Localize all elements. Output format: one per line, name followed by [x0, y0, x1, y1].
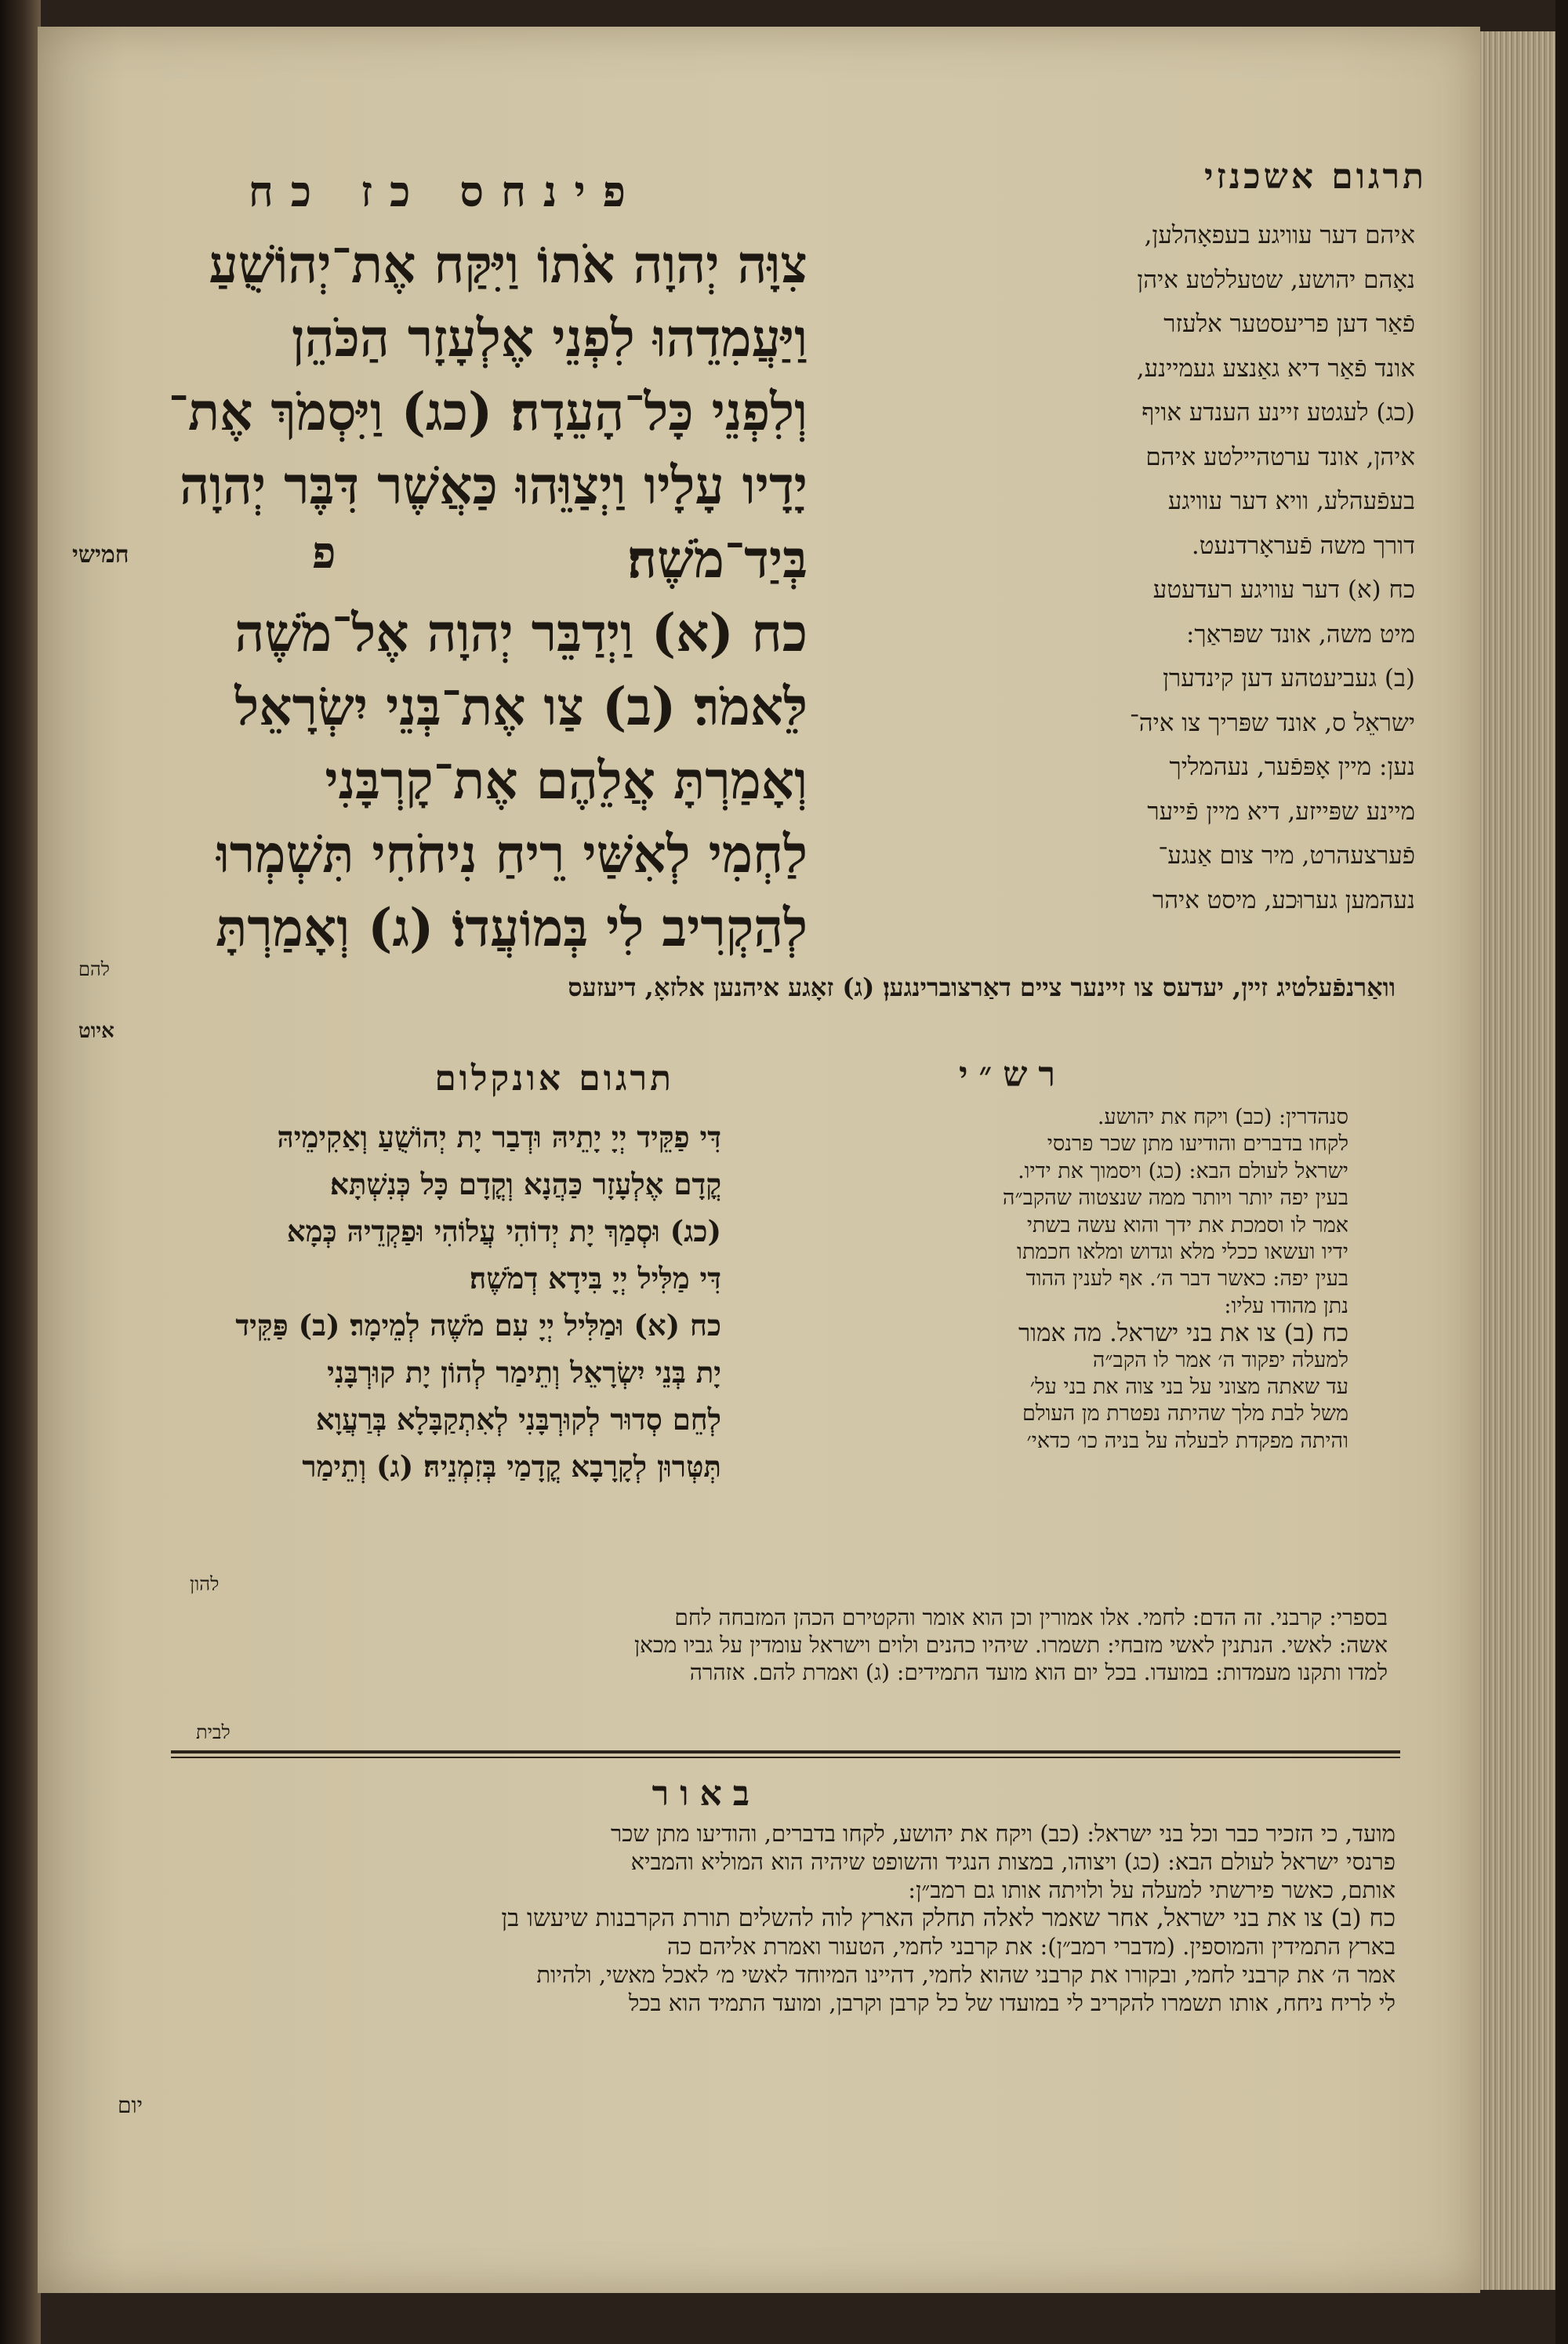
rashi-line: והיתה מפקדת לבעלה על בניה כו׳ כדאי׳: [1026, 1428, 1348, 1453]
rashi-continuation: [188, 1604, 1388, 1686]
yiddish-line: נען: מיין אָפּפֿער, נעהמליך: [1169, 753, 1415, 781]
yiddish-line: ישראֵל ס, אונד שפּריך צו איה־: [1129, 708, 1415, 737]
rashi-column: [721, 1104, 1348, 1455]
rashi-line: משל לבת מלך שהיתה נפטרת מן העולם: [1022, 1401, 1348, 1426]
rashi-line: ידיו ועשאו ככלי מלא וגדוש ומלאו חכמתו: [1017, 1240, 1348, 1265]
yiddish-line: מיינע שפּייזע, דיא מיין פֿייער: [1147, 797, 1415, 826]
yiddish-line: פֿערצעהרט, מיר צום אַנגע־: [1158, 841, 1415, 870]
onkelos-line: יָת בְּנֵי יִשְׂרָאֵל וְתֵימַר לְהוֹן יָת קוּרְבָּנִי: [327, 1355, 721, 1390]
rashi-line: בספרי: קרבני. זה הדם: לחמי. אלו אמורין וכן הוא אומר והקטירם הכהן המזבחה לחם: [674, 1604, 1388, 1630]
yiddish-line: (כג) לעגטע זיינע הענדע אויף: [1142, 398, 1415, 427]
biur-catchword: יום: [118, 2092, 143, 2118]
rashi-line: בעין יפה יותר ויותר ממה שנצטוה שהקב״ה: [1002, 1186, 1348, 1211]
parsha-marker: פ: [312, 527, 336, 579]
onkelos-catchword: להון: [190, 1573, 220, 1595]
scripture-line: וַיַּעֲמִדֵהוּ לִפְנֵי אֶלְעָזָר הַכֹּהֵן: [291, 307, 808, 369]
rashi-line: לקחו בדברים והודיעו מתן שכר פרנסי: [1047, 1132, 1348, 1157]
biur-line: מועד, כי הזכיר כבר וכל בני ישראל: (כב) ויקח את יהושע, לקחו בדברים, והודיעו מתן שכר: [610, 1820, 1396, 1847]
yiddish-wide-line: וואַרנפֿעלטיג זיין, יעדעס צו זיינער ציים דאַרצוברינגען׃ (ג) זאָגע איהנען אלזאָ, דיעזעס: [568, 972, 1396, 1002]
onkelos-line: דִּי מַלִּיל יְיָ בִּידָא דְמֹשֶׁה׃: [470, 1261, 721, 1296]
rashi-header: רש״י: [958, 1055, 1066, 1095]
rashi-line: אמר לו וסמכת את ידך והוא עשה בשתי: [1026, 1212, 1348, 1237]
rashi-line: כח (ב) צו את בני ישראל. מה אמור: [1018, 1319, 1348, 1348]
scripture-line: לֵּאמֹר׃ (ב) צַו אֶת־בְּנֵי יִשְׂרָאֵל: [234, 676, 808, 737]
onkelos-header: תרגום אונקלום: [434, 1059, 674, 1099]
book-gutter: [0, 0, 41, 2344]
scripture-block: [63, 227, 808, 965]
biur-line: בארץ התמידין והמוספין. (מדברי רמב״ן): את קרבני לחמי, הטעור ואמרת אליהם כה: [666, 1933, 1396, 1960]
yiddish-line: נעהמען גערוּכע, מיסט איהר: [1152, 885, 1415, 914]
divider-rule: [171, 1750, 1400, 1753]
targum-ashkenazi-column: [808, 213, 1415, 922]
biur-header: באור: [652, 1774, 760, 1814]
edge-shadow: [1555, 0, 1568, 2344]
aliyah-marker: חמישי: [72, 541, 129, 569]
onkelos-line: (כג) וּסְמַךְ יָת יְדוֹהִי עֲלוֹהִי וּפַקְדֵיהּ כְּמָא: [286, 1214, 721, 1248]
yiddish-line: כח (א) דער עוויגע רעדעטע: [1152, 576, 1415, 604]
scripture-line: צִוָּה יְהוָה אֹתוֹ וַיִּקַּח אֶת־יְהוֹשֻׁעַ: [209, 234, 808, 295]
scripture-line: וְאָמַרְתָּ אֲלֵהֶם אֶת־קָרְבָּנִי: [325, 750, 808, 811]
yiddish-line: בעפֿעהלע, וויא דער עוויגע: [1167, 487, 1415, 515]
onkelos-line: דִּי פַקֵּיד יְיָ יָתֵיהּ וּדְבַר יָת יְהוֹשֻׁעַ וְאַקִימֵיהּ: [277, 1120, 721, 1154]
onkelos-line: לְחֵם סְדוּר לְקוּרְבָּנִי לְאִתְקַבָּלָא בְּרַעֲוָא: [315, 1402, 721, 1437]
yiddish-line: (ב) געביעטהע דען קינדערן: [1163, 664, 1415, 692]
yiddish-line: מיט משה, אונד שפּראַך:: [1185, 620, 1415, 649]
onkelos-line: קֳדָם אֶלְעָזָר כַּהֲנָא וְקֳדָם כָּל כְּנִשְׁתָּא׃: [330, 1167, 721, 1201]
rashi-line: ישראל לעולם הבא: (כג) ויסמוך את ידיו.: [1018, 1158, 1348, 1183]
yiddish-line: אונד פֿאַר דיא גאַנצע געמיינע,: [1136, 354, 1415, 383]
yiddish-line: איהן, אונד ערטהיילטע איהם: [1145, 442, 1415, 471]
rashi-line: סנהדרין: (כב) ויקח את יהושע.: [1097, 1105, 1348, 1129]
divider-rule: [171, 1757, 1400, 1758]
main-header: פינחס כז כח: [248, 166, 643, 216]
rashi-catchword: לבית: [196, 1721, 230, 1743]
yiddish-line: איהם דער עוויגע בעפאָהלען,: [1144, 221, 1415, 249]
yiddish-catchword: איוט: [78, 1019, 114, 1043]
scripture-line: כח (א) וַיְדַבֵּר יְהוָה אֶל־מֹשֶׁה: [234, 602, 808, 663]
rashi-line: אשה: לאשי. הנתנין לאשי מזבחי: תשמרו. שיהיו כהנים ולוים וישראל עומדין על גביו מכאן: [633, 1632, 1388, 1658]
yiddish-catchword: להם: [78, 958, 111, 980]
scripture-line: לַחְמִי לְאִשַּׁי רֵיחַ נִיחֹחִי תִּשְׁמְרוּ: [216, 823, 808, 885]
scripture-line: וְלִפְנֵי כָּל־הָעֵדָה׃ (כג) וַיִּסְמֹךְ אֶת־: [168, 381, 808, 442]
onkelos-column: [47, 1114, 721, 1490]
onkelos-line: תְּטְּרוּן לְקָרָבָא קֳדָמַי בְּזִמְנֵיהּ׃ (ג) וְתֵימַר: [302, 1449, 721, 1484]
yiddish-line: פֿאַר דען פריעסטער אלעזר: [1163, 310, 1415, 338]
biur-line: אותם, כאשר פירשתי למעלה על ולויתה אותו גם רמב״ן:: [908, 1877, 1396, 1903]
rashi-line: למדו ותקנו מעמדות: במועדו. בכל יום הוא מועד התמידים: (ג) ואמרת להם. אזהרה: [689, 1659, 1388, 1685]
targum-ashkenazi-header: תרגום אשכנזי: [1203, 157, 1427, 197]
biur-line: כח (ב) צו את בני ישראל, אחר שאמר לאלה תחלק הארץ לוה להשלים תורת הקרבנות שיעשו בן: [501, 1904, 1396, 1932]
biur-line: פרנסי ישראל לעולם הבא: (כג) ויצוהו, במצות הנגיד והשופט שיהיה הוא המוליא והמביא: [630, 1848, 1396, 1875]
biur-line: אמר ה׳ את קרבני לחמי, ובקורו את קרבני שהוא לחמי, דהיינו המיוחד לאשי מ׳ לאכל מאשי, ולהיות: [536, 1961, 1396, 1988]
rashi-line: עד שאתה מצוני על בני צוה את בני על׳: [1029, 1375, 1348, 1400]
scripture-line: לְהַקְרִיב לִי בְּמוֹעֲדוֹ׃ (ג) וְאָמַרְתָּ: [216, 897, 808, 958]
yiddish-line: דורך משה פֿעראָרדנעט.: [1191, 531, 1415, 560]
rashi-line: למעלה יפקוד ה׳ אמר לו הקב״ה: [1092, 1347, 1348, 1372]
rashi-line: בעין יפה: כאשר דבר ה׳. אף לענין ההוד: [1025, 1266, 1348, 1292]
scripture-line: יָדָיו עָלָיו וַיְצַוֵּהוּ כַּאֲשֶׁר דִּבֶּר יְהוָה: [180, 455, 808, 516]
rashi-line: נתן מהודו עליו:: [1224, 1293, 1348, 1318]
biur-section: [110, 1819, 1396, 2017]
onkelos-line: כח (א) וּמַלִּיל יְיָ עִם מֹשֶׁה לְמֵימָר׃ (ב) פַּקֵּיד: [235, 1308, 721, 1343]
scripture-line: בְּיַד־מֹשֶׁה׃: [627, 529, 808, 590]
biur-line: לי לריח ניחח, אותו תשמרו להקריב לי במועדו של כל קרבן וקרבן, ומועד התמיד הוא בכל: [628, 1990, 1396, 2016]
yiddish-line: נאָהם יהושע, שטעללטע איהן: [1137, 265, 1415, 294]
page-edges: [1480, 31, 1555, 2290]
